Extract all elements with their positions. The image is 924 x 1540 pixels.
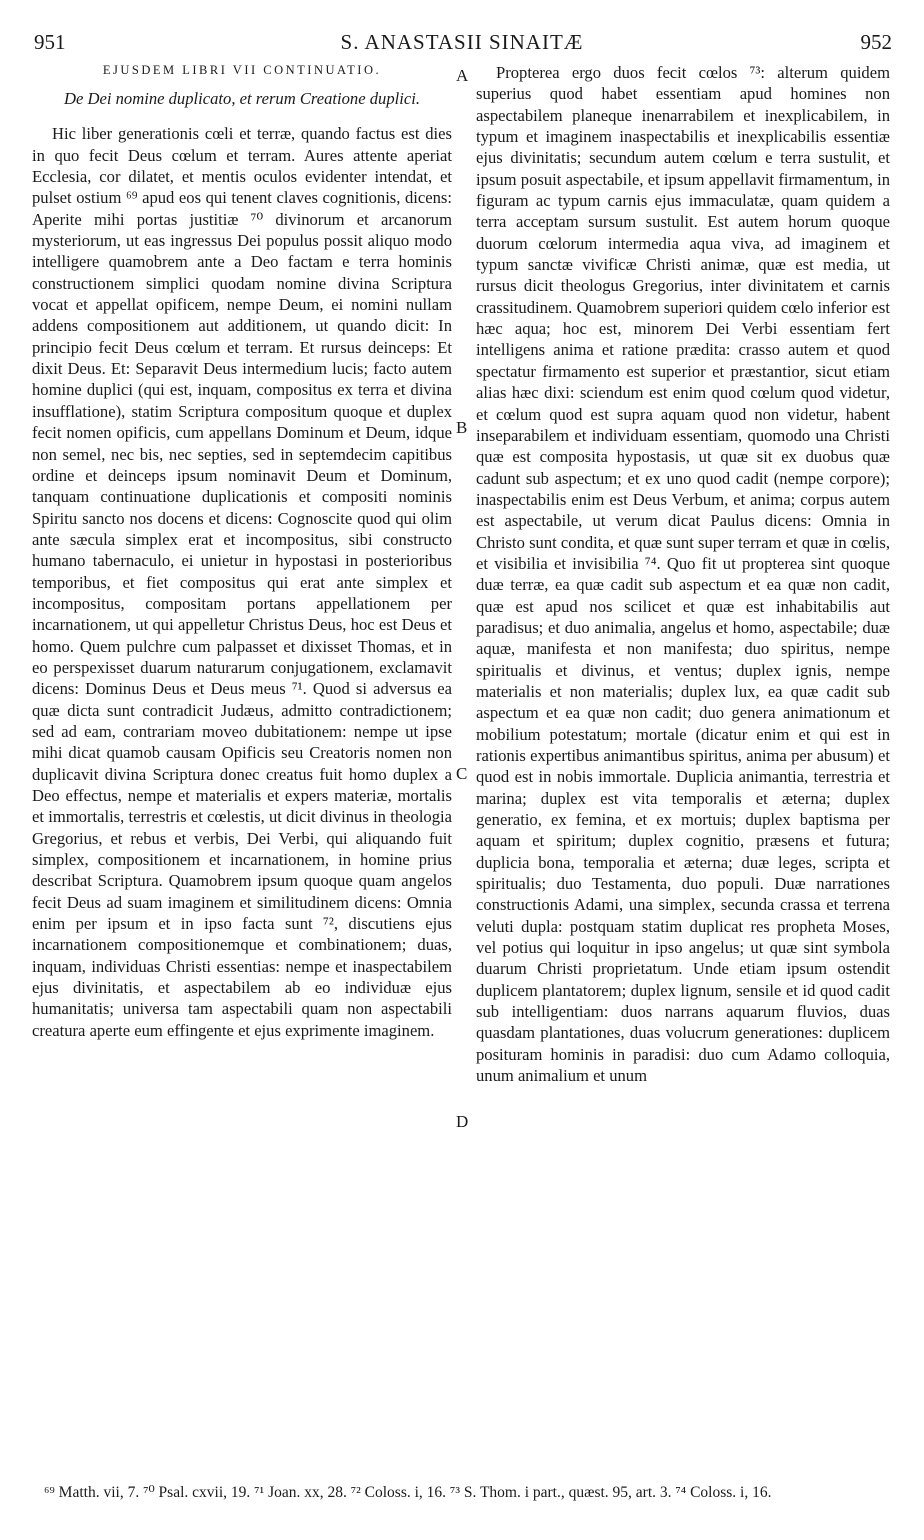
footnotes-text: ⁶⁹ Matth. vii, 7. ⁷⁰ Psal. cxvii, 19. ⁷¹ Joan. xx, 28. ⁷² Coloss. i, 16. ⁷³ S. Thom. i part., quæst. 95, art. 3. ⁷⁴ Coloss. i, 16. [44,1484,772,1501]
left-column-text: Hic liber generationis cœli et terræ, quando factus est dies in quo fecit Deus cœlum et terram. Aures attente aperiat Ecclesia, cor dilatet, et mentis oculos evidenter intendat, et pulset ostium ⁶⁹ apud eos qui tenent claves cognitionis, dicens: Aperite mihi portas justitiæ ⁷⁰ divinorum et arcanorum mysteriorum, ut eas ingressus Dei populus possit aliquo modo intelligere quamobrem ante a Deo factam e terra hominis constructionem simplici quodam nomine divina Scriptura vocat et appellat opificem, nempe Deum, ei nomini nullam addens compositionem aut additionem, ut quando dicit: In principio fecit Deus cœlum et terram. Et rursus deinceps: Et dixit Deus. Et: Separavit Deus intermedium lucis; facto autem homine duplici (qui est, inquam, compositus ex terra et divina insufflatione), statim Scriptura compositum quoque et duplex fecit nomen opificis, cum appellans Dominum et Deum, idque non semel, nec bis, nec septies, sed in septemdecim capitibus ordine et deinceps ipsum nominavit Deum et Dominum, tanquam continuatione duplicationis et compositi nominis Spiritu sancto nos docens et dicens: Cognoscite quod qui olim ante sæcula simplex erat et incompositus, sibi constructo humano tabernaculo, ei unietur in hypostasi in posterioribus temporibus, et fiet compositus qui erat ante simplex et incompositus, compositam portans appellationem per incarnationem, ut qui appelletur Christus Deus, hoc est Deus et homo. Quem pulchre cum palpasset et dixisset Thomas, et in eo perspexisset duarum naturarum conjugationem, exclamavit dicens: Dominus Deus et Deus meus ⁷¹. Quod si adversus ea quæ dicta sunt contradicit Judæus, admitto contradictionem; sed ad eam, contrariam moveo dubitationem: nempe ut ipse mihi dicat quamob causam Opificis seu Creatoris nomen non duplicavit divina Scriptura donec creatus fuit homo duplex a Deo effectus, nempe et materialis et expers materiæ, mortalis et immortalis, terrestris et cœlestis, ut dicit divinus in theologia Gregorius, et rebus et verbis, Dei Verbi, qui aliquando fuit simplex, compositionem et incarnationem, in homine prius describat Scriptura. Quamobrem ipsum quoque quam angelos fecit Deus ad suam imaginem et similitudinem dicens: Omnia enim per ipsum et in ipso facta sunt ⁷², discutiens ejus incarnationem compositionemque et combinationem; duas, inquam, individuas Christi essentias: nempe et inaspectabilem ejus divinitatis, et aspectabilem ab eo individuæ ejus humanitatis; universa tam aspectabili quam non aspectabili creatura aperte eum effingente et ejus exprimente imaginem. [32,124,452,1040]
page-number-left: 951 [34,30,66,54]
footnotes [44,1482,894,1503]
section-title: EJUSDEM LIBRI VII CONTINUATIO. [102,63,382,77]
page-header [0,30,924,60]
margin-marker-a: A [456,66,469,85]
margin-marker-c: C [456,764,468,783]
margin-marker-b: B [456,418,468,437]
section-subtitle: De Dei nomine duplicato, et rerum Creatione duplici. [64,89,420,108]
left-column [32,62,452,1041]
running-head: S. ANASTASII SINAITÆ [340,30,584,54]
right-column-text: Propterea ergo duos fecit cœlos ⁷³: alterum quidem superius quod habet essentiam apud homines non aspectabilem planeque inenarrabilem et inexplicabilem, in typum et imaginem inaspectabilis et inexplicabilis essentiæ ejus divinitatis; secundum autem cœlum e terra sustulit, et ipsum posuit aspectabile, et ipsum appellavit firmamentum, in figuram ac typum carnis ejus immaculatæ, quam quidem a terra acceptam sursum sustulit. Est autem horum quoque duorum cœlorum intermedia aqua viva, ad imaginem et typum sanctæ vivificæ Christi animæ, quæ est media, ut rursus dicit theologus Gregorius, inter divinitatem et carnis crassitudinem. Quamobrem superiori quidem cœlo inferior est hæc aqua; hoc est, minorem Dei Verbi essentiam fert intelligens anima et ratione prædita: crasso autem et quod spectatur firmamento est superior et præstantior, sicut etiam alias hæc dixi: sciendum est enim quod cœlum quod videtur, et cœlum quod est supra aquam quod non videtur, habent inseparabilem et individuam essentiam, quomodo una Christi quæ est composita hypostasis, ut quæ sit ex duobus quæ cadunt sub aspectum; et ex uno quod cadit (nempe corpore); inaspectabilis enim est Deus Verbum, et anima; corpus autem est aspectabile, ut verum dicat Paulus dicens: Omnia in Christo sunt condita, et quæ sunt super terram et quæ in cœlis, et visibilia et invisibilia ⁷⁴. Quo fit ut propterea sint quoque duæ terræ, ea quæ cadit sub aspectum et ea quæ non cadit, quæ est apud nos scilicet et quæ est inhabitabilis aut paradisus; et duo animalia, angelus et homo, aspectabile; duæ aquæ, manifesta et non manifesta; duo spiritus, nempe spiritualis et divinus, et ventus; duplex ignis, nempe materialis et non materialis; duplex lux, ea quæ cadit sub aspectum et ea quæ non cadit; duo genera animationum et mobilium potestatum; mortale (dicatur enim et qui est in rationis expertibus animantibus spiritus, anima per abusum) et quod est in nobis immortale. Duplicia animantia, terrestria et marina; duplex est vita temporalis et æterna; duplex generatio, ex femina, et ex mortuis; duplex baptisma per aquam et spiritum; duplex cognitio, præsens et futura; duplicia bona, temporalia et æterna; duæ leges, scripta et spiritualis; duo Testamenta, duo populi. Duæ narrationes constructionis Adami, una simplex, secunda crassa et terrena veluti dupla: postquam statim duplicat res propheta Moses, vel potius qui loquitur in ipso angelus; ut quæ sint symbola duarum Christi proprietatum. Unde etiam ipsum ostendit duplicem plantatorem; duplex lignum, sensile et id quod cadit sub intelligentiam: duos narrans aquarum fluvios, duas quasdam plantationes, duas volucrum generationes: duplicem posituram hominis in paradisi: duo cum Adamo colloquia, unum animalium et unum [476,63,890,1086]
right-column [476,62,890,1087]
margin-marker-d: D [456,1112,469,1131]
page-number-right: 952 [860,30,892,54]
